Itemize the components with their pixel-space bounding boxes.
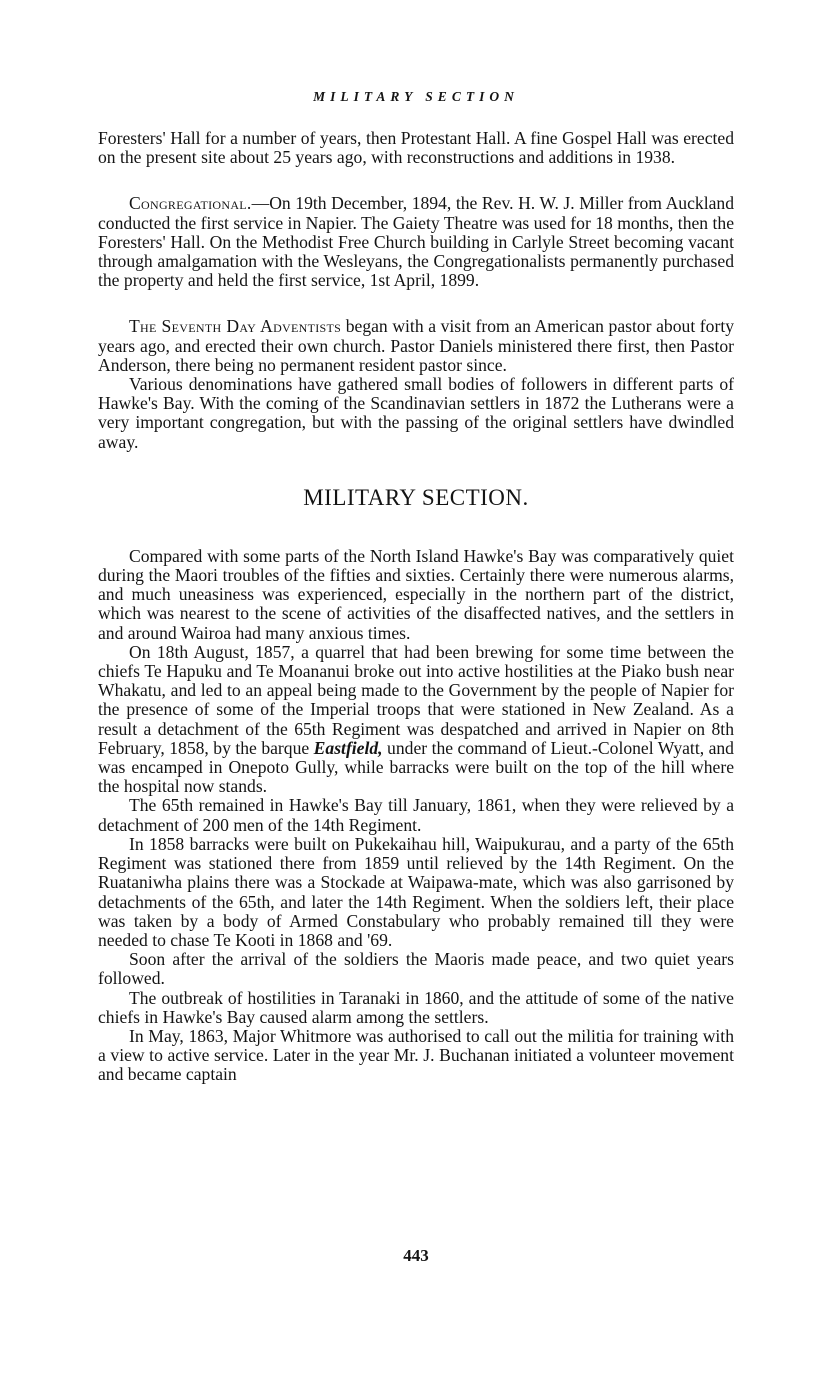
congregational-text: —On 19th December, 1894, the Rev. H. W. J. Miller from Auckland conducted the first service in Napier. The Gaiety Theatre was used for 18 months, then the Foresters' Hall. On the Methodist Free Church building in Carlyle Street becoming vacant through amalgamation with the Wesleyans, the Congregationalists permanently purchased the property and held the first service, 1st April, 1899. [98, 193, 734, 291]
quarrel-text-b: under the command of Lieut.-Colonel Wyatt, and was encamped in Onepoto Gully, while barracks were built on the top of the hill where the hospital now stands. [98, 737, 734, 797]
paragraph-adventists [98, 317, 734, 375]
book-page [98, 0, 734, 1400]
paragraph-65th: The 65th remained in Hawke's Bay till January, 1861, when they were relieved by a detachment of 200 men of the 14th Regiment. [98, 795, 734, 835]
paragraph-taranaki: The outbreak of hostilities in Taranaki in 1860, and the attitude of some of the native chiefs in Hawke's Bay caused alarm among the settlers. [98, 987, 734, 1027]
paragraph-whitmore: In May, 1863, Major Whitmore was authorised to call out the militia for training with a view to active service. Later in the year Mr. J. Buchanan initiated a volunteer movement and became captain [98, 1025, 734, 1085]
adventists-heading: The Seventh Day Adventists [129, 316, 342, 337]
page-number: 443 [403, 1246, 429, 1265]
paragraph-barracks: In 1858 barracks were built on Pukekaihau hill, Waipukurau, and a party of the 65th Regiment was stationed there from 1859 until relieved by the 14th Regiment. On the Ruataniwha plains there was a Stockade at Waipawa-mate, which was also garrisoned by detachments of the 65th, and later the 14th Regiment. When the soldiers left, their place was taken by a body of Armed Constabulary who probably remained till they were needed to chase Te Kooti in 1868 and '69. [98, 833, 734, 950]
body-text [98, 129, 734, 1085]
paragraph-compared: Compared with some parts of the North Island Hawke's Bay was comparatively quiet during the Maori troubles of the fifties and sixties. Certainly there were numerous alarms, and much uneasiness was experienced, especially in the northern part of the district, which was nearest to the scene of activities of the disaffected natives, and the settlers in and around Wairoa had many anxious times. [98, 545, 734, 643]
quarrel-text-a: On 18th August, 1857, a quarrel that had been brewing for some time between the chiefs Te Hapuku and Te Moananui broke out into active hostilities at the Piako bush near Whakatu, and led to an appeal being made to the Government by the people of Napier for the presence of some of the Imperial troops that were stationed in New Zealand. As a result a detachment of the 65th Regiment was despatched and arrived in Napier on 8th February, 1858, by the barque [98, 641, 734, 758]
paragraph-denominations: Various denominations have gathered small bodies of followers in different parts of Hawke's Bay. With the coming of the Scandinavian settlers in 1872 the Lutherans were a very important congregation, but with the passing of the original settlers have dwindled away. [98, 374, 734, 452]
paragraph-congregational [98, 194, 734, 290]
paragraph-gospel-hall: Foresters' Hall for a number of years, then Protestant Hall. A fine Gospel Hall was erected on the present site about 25 years ago, with reconstructions and additions in 1938. [98, 128, 734, 168]
adventists-text: began with a visit from an American pastor about forty years ago, and erected their own church. Pastor Daniels ministered there first, then Pastor Anderson, there being no permanent resident pastor since. [98, 316, 735, 375]
paragraph-quarrel [98, 643, 734, 797]
section-title: MILITARY SECTION. [303, 484, 529, 510]
ship-name: Eastfield, [313, 737, 383, 758]
paragraph-peace: Soon after the arrival of the soldiers the Maoris made peace, and two quiet years followed. [98, 949, 734, 989]
congregational-heading: Congregational. [129, 193, 252, 214]
running-head: MILITARY SECTION [313, 89, 519, 104]
